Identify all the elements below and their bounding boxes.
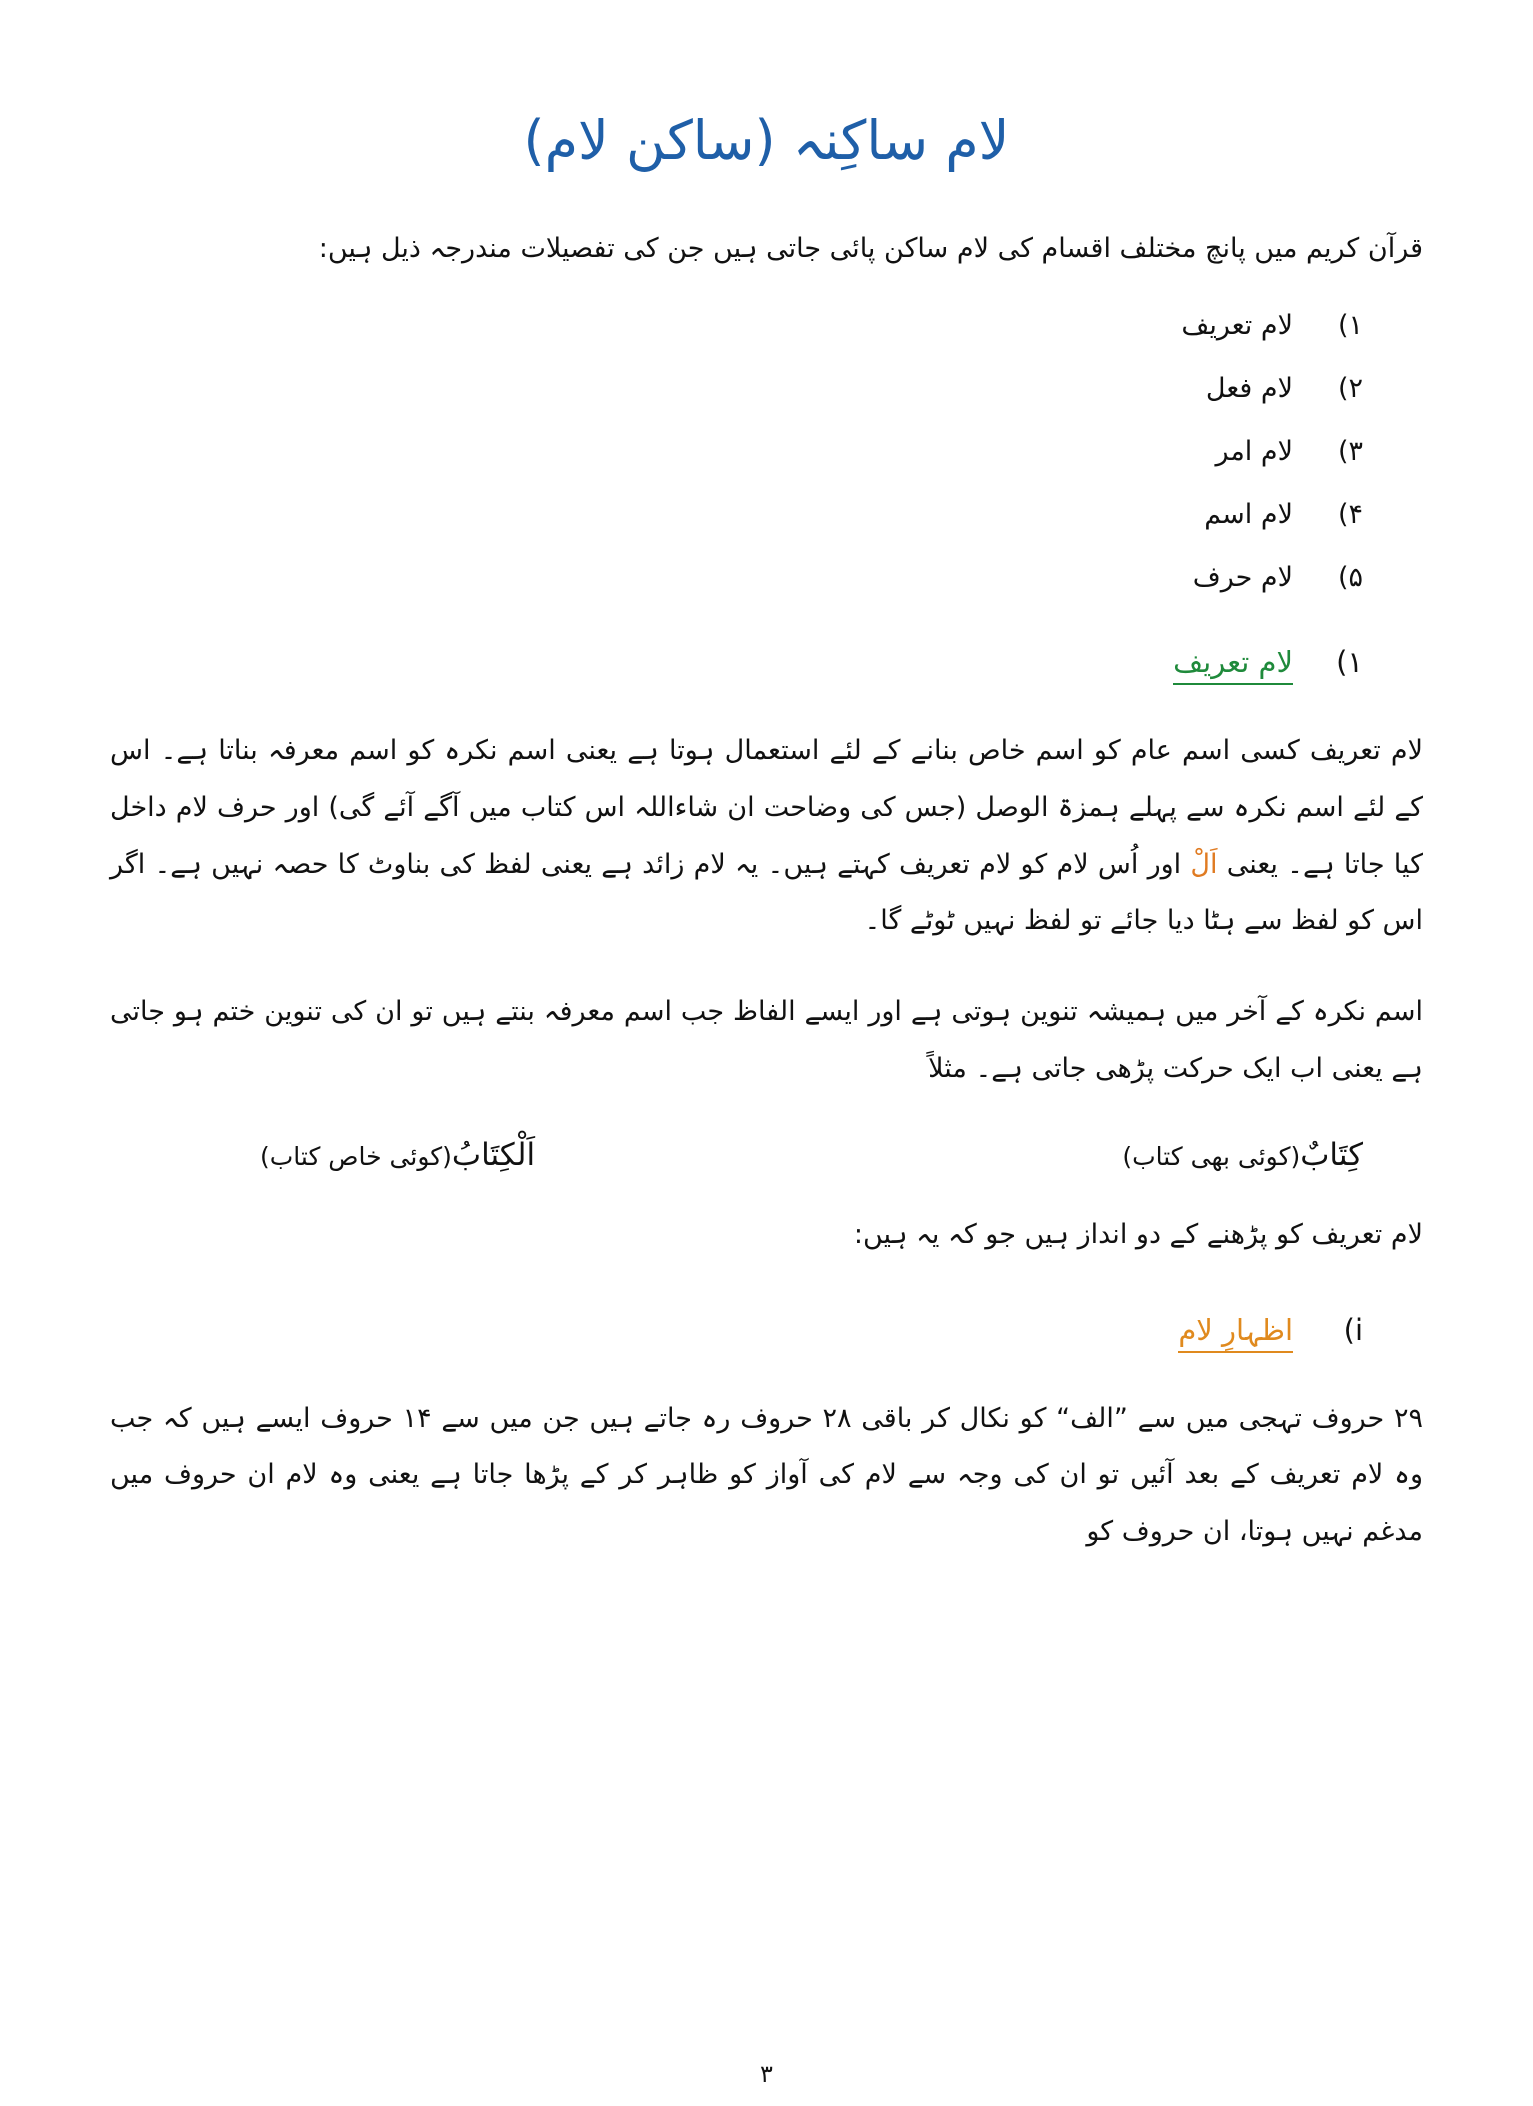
subsection-paragraph-izhar: ۲۹ حروف تہجی میں سے ”الف“ کو نکال کر باقی ۲۸ حروف رہ جاتے ہیں جن میں سے ۱۴ حروف ایسے ہیں کہ جب وہ لام تعریف کے بعد آئیں تو ان کی وجہ سے لام کی آواز کو ظاہر کر کے پڑھا جاتا ہے یعنی وہ لام ان حروف میں مدغم نہیں ہوتا، ان حروف کو [110, 1402, 1423, 1547]
list-item [110, 436, 1423, 467]
list-item-number: ۲) [1337, 373, 1363, 405]
list-item-number: ۴) [1337, 499, 1363, 531]
subsection-heading-izhar-e-lam [110, 1313, 1423, 1353]
lam-types-list [110, 310, 1423, 593]
example-marifah [260, 1137, 535, 1173]
section-heading-lam-tareef [110, 645, 1423, 685]
page-title: لام ساکِنہ (ساکن لام) [523, 109, 1010, 172]
section-title: لام تعریف [1173, 645, 1293, 685]
list-item-label: لام حرف [1192, 562, 1293, 594]
section-paragraph-two-ways: لام تعریف کو پڑھنے کے دو انداز ہیں جو کہ یہ ہیں: [853, 1219, 1423, 1251]
list-item [110, 499, 1423, 530]
highlight-al: اَلْ [1190, 848, 1218, 880]
list-item-label: لام امر [1215, 436, 1293, 468]
page-number: ۳ [760, 2060, 773, 2088]
section-paragraph-definition [110, 723, 1423, 950]
subsection-title: اظہارِ لام [1178, 1313, 1293, 1353]
list-item-number: ۵) [1337, 562, 1363, 594]
list-item-number: ۱) [1337, 310, 1363, 342]
example-nakirah-note: (کوئی بھی کتاب) [1122, 1142, 1301, 1172]
paragraph-text-part-b: اور اُس لام کو لام تعریف کہتے ہیں۔ یہ لام زائد ہے یعنی لفظ کی بناوٹ کا حصہ نہیں ہے۔ اگر اس کو لفظ سے ہٹا دیا جائے تو لفظ نہیں ٹوٹے گا۔ [110, 848, 1423, 937]
paragraph-text-part-a: لام تعریف کسی اسم عام کو اسم خاص بنانے کے لئے استعمال ہوتا ہے یعنی اسم نکرہ کو اسم معرفہ بناتا ہے۔ اس کے لئے اسم نکرہ سے پہلے ہمزۃ الوصل (جس کی وضاحت ان شاءاللہ اس کتاب میں آگے آئے گی) اور حرف لام داخل کیا جاتا ہے۔ یعنی [110, 735, 1423, 880]
example-row [110, 1137, 1423, 1173]
list-item-label: لام تعریف [1181, 310, 1293, 342]
list-item-label: لام فعل [1205, 373, 1293, 405]
subsection-number: i) [1343, 1312, 1363, 1347]
list-item [110, 562, 1423, 593]
section-number: ۱) [1336, 645, 1363, 680]
list-item-label: لام اسم [1204, 499, 1293, 531]
example-marifah-note: (کوئی خاص کتاب) [260, 1142, 452, 1172]
example-marifah-word: اَلْكِتَابُ [451, 1137, 536, 1174]
example-nakirah [1122, 1137, 1363, 1173]
example-nakirah-word: كِتَابٌ [1300, 1137, 1363, 1174]
list-item [110, 373, 1423, 404]
list-item [110, 310, 1423, 341]
list-item-number: ۳) [1337, 436, 1363, 468]
section-paragraph-tanween: اسم نکرہ کے آخر میں ہمیشہ تنوین ہوتی ہے اور ایسے الفاظ جب اسم معرفہ بنتے ہیں تو ان کی تنوین ختم ہو جاتی ہے یعنی اب ایک حرکت پڑھی جاتی ہے۔ مثلاً [110, 995, 1423, 1084]
intro-paragraph: قرآن کریم میں پانچ مختلف اقسام کی لام ساکن پائی جاتی ہیں جن کی تفصیلات مندرجہ ذیل ہیں: [318, 232, 1423, 264]
subsection-body [110, 1391, 1423, 1561]
